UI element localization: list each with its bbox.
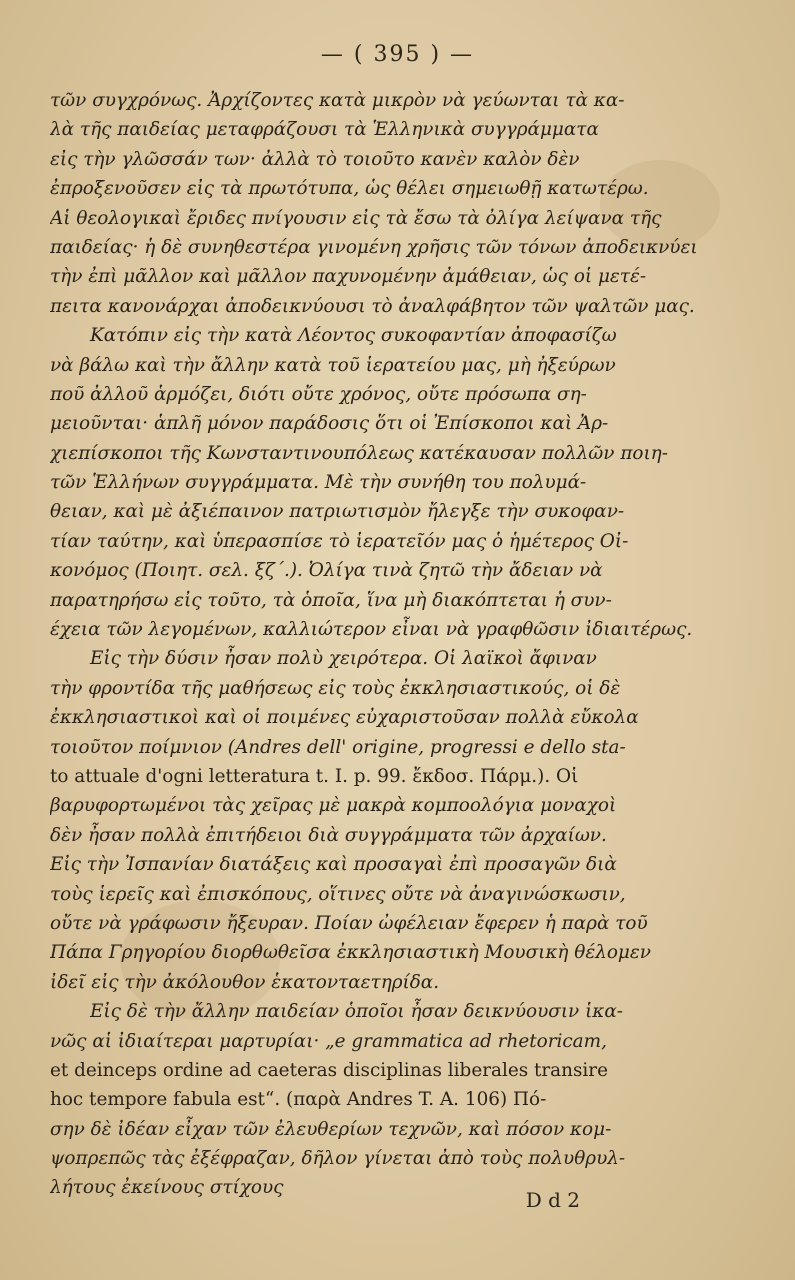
text-line: τῶν Ἑλλήνων συγγράμματα. Μὲ τὴν συνήθη του πολυμά- [50,472,587,494]
text-line: τὴν ἐπὶ μᾶλλον καὶ μᾶλλον παχυνομένην ἀμάθειαν, ὡς οἱ μετέ- [50,266,647,288]
text-line: ἐκκλησιαστικοὶ καὶ οἱ ποιμένες εὐχαριστοῦσαν πολλὰ εὔκολα [50,707,639,729]
text-line: τὴν φροντίδα τῆς μαθήσεως εἰς τοὺς ἐκκλησιαστικούς, οἱ δὲ [50,677,621,699]
text-line: βαρυφορτωμένοι τὰς χεῖρας μὲ μακρὰ κομποολόγια μοναχοὶ [50,795,617,817]
text-line: Εἰς τὴν δύσιν ἦσαν πολὺ χειρότερα. Οἱ λαϊκοὶ ἄφιναν [90,648,597,670]
text-line: χιεπίσκοποι τῆς Κωνσταντινουπόλεως κατέκαυσαν πολλῶν ποιη- [50,442,668,464]
text-line: ψοπρεπῶς τὰς ἐξέφραζαν, δῆλον γίνεται ἀπὸ τοὺς πολυθρυλ- [50,1148,626,1170]
text-line: hoc tempore fabula est“. (παρὰ Andres T. A. 106) Πό- [50,1089,547,1111]
text-line: κονόμος (Ποιητ. σελ. ξζ΄.). Ὀλίγα τινὰ ζητῶ τὴν ἄδειαν νὰ [50,560,603,582]
text-line: οὔτε νὰ γράφωσιν ἤξευραν. Ποίαν ὠφέλειαν ἔφερεν ἡ παρὰ τοῦ [50,912,648,934]
text-line: to attuale d'ogni letteratura t. I. p. 99. ἔκδοσ. Πάρμ.). Οἱ [50,765,579,787]
text-line: λὰ τῆς παιδείας μεταφράζουσι τὰ Ἑλληνικὰ συγγράμματα [50,119,599,141]
text-line: εἰς τὴν γλῶσσάν των· ἀλλὰ τὸ τοιοῦτο κανὲν καλὸν δὲν [50,148,580,170]
text-line: θειαν, καὶ μὲ ἀξιέπαινον πατριωτισμὸν ἤλεγξε τὴν συκοφαν- [50,501,625,523]
text-line: τοιοῦτον ποίμνιον (Andres dell' origine, progressi e dello sta- [50,736,626,758]
text-line: Αἱ θεολογικαὶ ἔριδες πνίγουσιν εἰς τὰ ἔσω τὰ ὀλίγα λείψανα τῆς [50,207,662,229]
text-line: ἐπροξενοῦσεν εἰς τὰ πρωτότυπα, ὡς θέλει σημειωθῇ κατωτέρω. [50,178,649,200]
text-line: τίαν ταύτην, καὶ ὑπερασπίσε τὸ ἱερατεῖόν μας ὁ ἡμέτερος Οἰ- [50,530,629,552]
text-line: πειτα κανονάρχαι ἀποδεικνύουσι τὸ ἀναλφάβητον τῶν ψαλτῶν μας. [50,295,695,317]
text-line: νῶς αἱ ἰδιαίτεραι μαρτυρίαι· „e grammatica ad rhetoricam, [50,1030,607,1052]
text-line: νὰ βάλω καὶ τὴν ἄλλην κατὰ τοῦ ἱερατείου μας, μὴ ἠξεύρων [50,354,616,376]
signature-mark-text: D d 2 [525,1188,580,1212]
text-line: et deinceps ordine ad caeteras disciplinas liberales transire [50,1059,608,1081]
paragraph-4 [50,997,758,1203]
paragraph-1 [50,86,758,321]
paragraph-2 [50,321,758,644]
text-line: λήτους ἐκείνους στίχους [50,1177,284,1199]
text-line: Πάπα Γρηγορίου διορθωθεῖσα ἐκκλησιαστικὴ Μουσικὴ θέλομεν [50,942,651,964]
text-line: Εἰς δὲ τὴν ἄλλην παιδείαν ὁποῖοι ἦσαν δεικνύουσιν ἱκα- [90,1001,623,1023]
paragraph-3 [50,644,758,997]
signature-mark [0,1188,795,1212]
page-number-header: — ( 395 ) — [320,42,475,67]
text-line: δὲν ἦσαν πολλὰ ἐπιτήδειοι διὰ συγγράμματα τῶν ἀρχαίων. [50,824,607,846]
text-line: Εἰς τὴν Ἰσπανίαν διατάξεις καὶ προσαγαὶ ἐπὶ προσαγῶν διὰ [50,854,617,876]
text-line: σην δὲ ἰδέαν εἶχαν τῶν ἐλευθερίων τεχνῶν, καὶ πόσον κομ- [50,1118,612,1140]
text-line: μειοῦνται· ἁπλῆ μόνον παράδοσις ὅτι οἱ Ἐπίσκοποι καὶ Ἀρ- [50,413,609,435]
text-line: έχεια τῶν λεγομένων, καλλιώτερον εἶναι νὰ γραφθῶσιν ἰδιαιτέρως. [50,619,693,641]
page-body-text [50,86,758,1203]
text-line: Κατόπιν εἰς τὴν κατὰ Λέοντος συκοφαντίαν ἀποφασίζω [90,325,617,347]
text-line: ποῦ ἀλλοῦ ἁρμόζει, διότι οὔτε χρόνος, οὔτε πρόσωπα ση- [50,383,587,405]
text-line: ἰδεῖ εἰς τὴν ἀκόλουθον ἑκατονταετηρίδα. [50,971,440,993]
text-line: τῶν συγχρόνως. Ἀρχίζοντες κατὰ μικρὸν νὰ γεύωνται τὰ κα- [50,90,625,111]
text-line: παρατηρήσω εἰς τοῦτο, τὰ ὁποῖα, ἵνα μὴ διακόπτεται ἡ συν- [50,589,612,611]
text-line: τοὺς ἱερεῖς καὶ ἐπισκόπους, οἵτινες οὔτε νὰ ἀναγινώσκωσιν, [50,883,626,905]
text-line: παιδείας· ἡ δὲ συνηθεστέρα γινομένη χρῆσις τῶν τόνων ἀποδεικνύει [50,236,698,258]
